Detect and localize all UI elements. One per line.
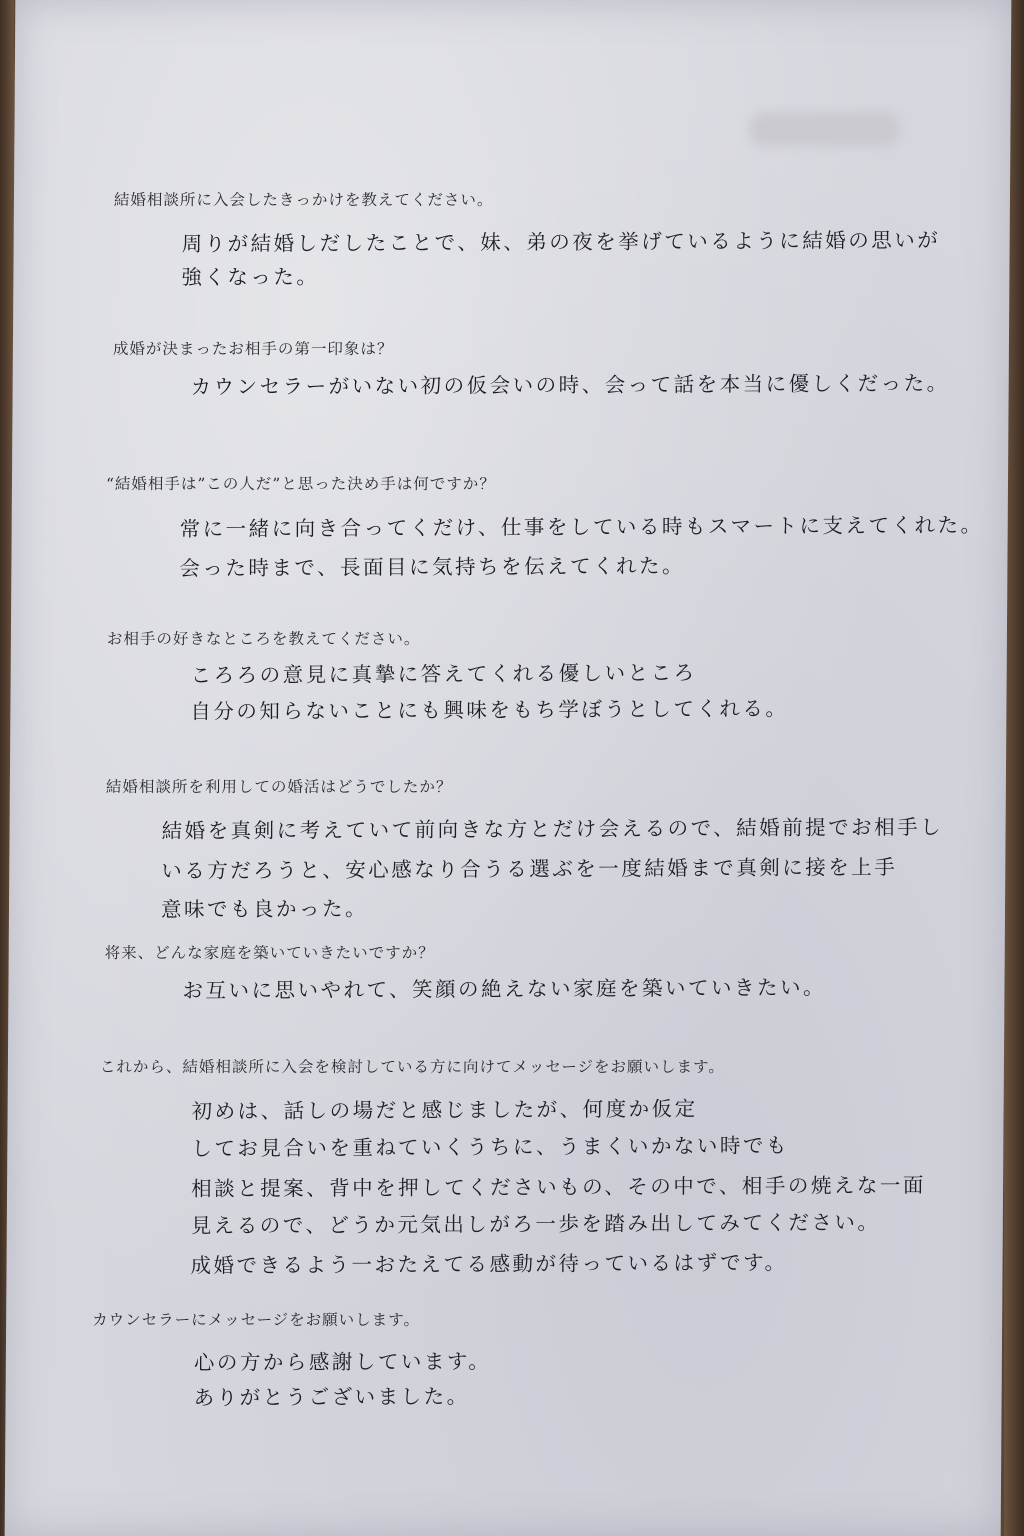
answer-3-line-2: 会った時まで、長面目に気持ちを伝えてくれた。 — [179, 553, 686, 581]
answer-3-line-1: 常に一緒に向き合ってくだけ、仕事をしている時もスマートに支えてくれた。 — [179, 512, 984, 542]
question-7: これから、結婚相談所に入会を検討している方に向けてメッセージをお願いします。 — [99, 1058, 725, 1076]
answer-4-line-1: ころろの意見に真摯に答えてくれる優しいところ — [190, 660, 697, 688]
answer-6-line-1: お互いに思いやれて、笑顔の絶えない家庭を築いていきたい。 — [182, 975, 827, 1003]
answer-7-line-3: 相談と提案、背中を押してくださいもの、その中で、相手の焼えな一面 — [191, 1173, 926, 1201]
questionnaire-sheet — [5, 0, 1012, 1536]
answer-5-line-2: いる方だろうと、安心感なり合うる選ぶを一度結婚まで真剣に接を上手 — [161, 855, 898, 883]
answer-7-line-2: してお見合いを重ねていくうちに、うまくいかない時でも — [191, 1133, 789, 1161]
question-5: 結婚相談所を利用しての婚活はどうでしたか？ — [105, 778, 453, 796]
answer-1-line-2: 強くなった。 — [181, 264, 320, 290]
question-6: 将来、どんな家庭を築いていきたいですか？ — [104, 944, 435, 962]
answer-1-line-1: 周りが結婚しだしたことで、妹、弟の夜を挙げているように結婚の思いが — [181, 228, 941, 256]
answer-2-line-1: カウンセラーがいない初の仮会いの時、会って話を本当に優しくだった。 — [190, 371, 950, 399]
answer-7-line-4: 見えるので、どうか元気出しがろ一歩を踏み出してみてください。 — [190, 1210, 881, 1238]
answer-5-line-3: 意味でも良かった。 — [161, 896, 369, 922]
question-1: 結婚相談所に入会したきっかけを教えてください。 — [113, 191, 494, 209]
answer-8-line-2: ありがとうございました。 — [193, 1384, 470, 1410]
answer-7-line-5: 成婚できるよう一おたえてる感動が待っているはずです。 — [190, 1250, 788, 1278]
answer-5-line-1: 結婚を真剣に考えていて前向きな方とだけ会えるので、結婚前提でお相手し — [161, 814, 944, 844]
answer-4-line-2: 自分の知らないことにも興味をもち学ぼうとしてくれる。 — [190, 696, 789, 724]
answer-8-line-1: 心の方から感謝しています。 — [193, 1349, 492, 1375]
redacted-name-blur — [749, 112, 899, 146]
question-4: お相手の好きなところを教えてください。 — [106, 630, 421, 648]
answer-7-line-1: 初めは、話しの場だと感じましたが、何度か仮定 — [191, 1096, 698, 1124]
question-8: カウンセラーにメッセージをお願いします。 — [92, 1311, 421, 1329]
question-2: 成婚が決まったお相手の第一印象は？ — [112, 340, 394, 358]
question-3: “結婚相手は”この人だ”と思った決め手は何ですか？ — [105, 475, 496, 493]
